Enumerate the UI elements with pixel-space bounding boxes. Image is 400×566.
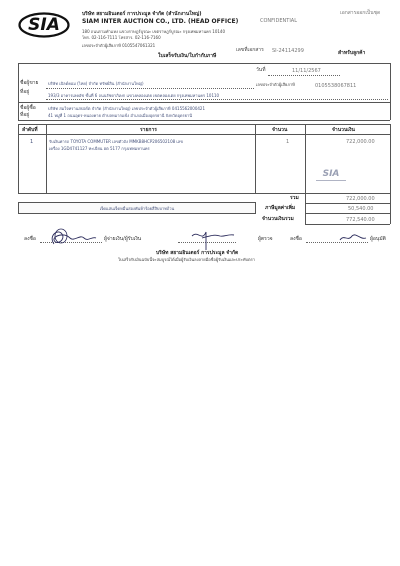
buyer-address-label: ที่อยู่ — [20, 112, 30, 118]
payer-label: ผู้จ่ายเงิน/ผู้รับเงิน — [104, 236, 142, 242]
date-label: วันที่ — [256, 67, 266, 73]
seller-name: บริษัท เบิลด์คอม (ไทย) จำกัด ทรัพย์สิน (สำนักงานใหญ่) — [48, 81, 144, 86]
col-header-amount: จำนวนเงิน — [332, 127, 355, 133]
amount-in-words: เจ็ดแสนเจ็ดหมื่นสองพันห้าร้อยสี่สิบบาทถ้วน — [99, 206, 175, 211]
logo-text: SIA — [28, 15, 60, 35]
sign-label-receiver: ลงชื่อ — [290, 236, 302, 242]
company-address: 180 ถนนรามคำแหง แขวงราษฎร์บูรณะ เขตราษฎร์บูรณะ กรุงเทพมหานคร 10140 — [82, 29, 226, 34]
vat-label: ภาษีมูลค่าเพิ่ม — [265, 205, 296, 211]
buyer-name: บริษัท สมใจทรานสปอร์ต จำกัด (สำนักงานใหญ่) เลขประจำตัวผู้เสียภาษี 0415562000421 — [48, 106, 206, 111]
row-desc-line1: รับเงินค่ารถ TOYOTA COMMUTER เลขตัวถัง MMKB8HCP206502108 เลข — [49, 139, 183, 144]
company-logo — [18, 12, 70, 38]
buyer-address: 41 หมู่ที่ 1 ถนนอุดร-หนองคาย ตำบลหมากแข้ง อำเภอเมืองอุดรธานี จังหวัดอุดรธานี — [48, 113, 193, 118]
company-phone: โทร. 02-116-7111 โทรสาร. 02-116-7160 — [82, 35, 161, 40]
total-label: รวม — [290, 195, 299, 201]
grand-total-label: จำนวนเงินรวม — [262, 216, 294, 222]
vat-value: 50,540.00 — [348, 206, 374, 212]
doc-no-label: เลขที่เอกสาร — [236, 47, 264, 53]
date-value: 11/11/2567 — [292, 68, 321, 74]
seller-tax-value: 0105538067811 — [315, 83, 357, 89]
col-header-no: ลำดับที่ — [22, 127, 38, 133]
payer-signature — [44, 224, 100, 248]
seller-label: ชื่อผู้ขาย — [20, 80, 39, 86]
row-desc-line2: เครื่อง 1GD4741127 ทะเบียน ฮต 5177 กรุงเทพมหานคร — [49, 146, 150, 151]
receiver-label: ผู้อนุมัติ — [370, 236, 386, 242]
copy-label: เอกสารออกเป็นชุด — [340, 10, 381, 16]
buyer-label: ชื่อผู้ซื้อ — [20, 105, 36, 111]
footer-note: ใบเสร็จรับเงินฉบับนี้จะสมบูรณ์ได้เมื่อผู้รับเงินลงลายมือชื่อผู้รับเงินและประทับตรา — [118, 257, 256, 262]
company-stamp: SIA — [314, 169, 348, 185]
total-value: 722,000.00 — [346, 196, 375, 202]
company-name-th: บริษัท สยามอินเตอร์ การประมูล จำกัด (สำนักงานใหญ่) — [82, 11, 202, 17]
document-title: ใบเสร็จรับเงิน/ใบกำกับภาษี — [158, 53, 217, 59]
approver-signature — [184, 222, 240, 252]
footer-company: บริษัท สยามอินเตอร์ การประมูล จำกัด — [156, 250, 239, 256]
row-amount: 722,000.00 — [346, 139, 375, 145]
company-name-en: SIAM INTER AUCTION CO., LTD. (HEAD OFFICE) — [82, 18, 239, 25]
receiver-signature — [338, 228, 368, 246]
seller-address-label: ที่อยู่ — [20, 89, 30, 95]
col-header-item: รายการ — [140, 127, 157, 133]
col-header-qty: จำนวน — [272, 127, 288, 133]
company-tax-id: เลขประจำตัวผู้เสียภาษี 0105547061321 — [82, 43, 156, 48]
seller-tax-label: เลขประจำตัวผู้เสียภาษี — [256, 82, 295, 87]
sign-label-payer: ลงชื่อ — [24, 236, 36, 242]
seller-address: 193/3 อาคารเลคอัช ชั้นที่ 6 ถนนรัชดาภิเษก แขวงคลองเตย เขตคลองเตย กรุงเทพมหานคร 10110 — [48, 93, 220, 98]
customer-copy-label: สำหรับลูกค้า — [338, 50, 366, 56]
grand-total-value: 772,540.00 — [346, 217, 375, 223]
row-no: 1 — [30, 139, 34, 145]
approver-label: ผู้ตรวจ — [258, 236, 273, 242]
amount-in-words-box — [18, 202, 256, 214]
confidential-label: CONFIDENTIAL — [260, 18, 298, 24]
doc-no-value: SI-24114299 — [272, 48, 304, 54]
row-qty: 1 — [286, 139, 290, 145]
